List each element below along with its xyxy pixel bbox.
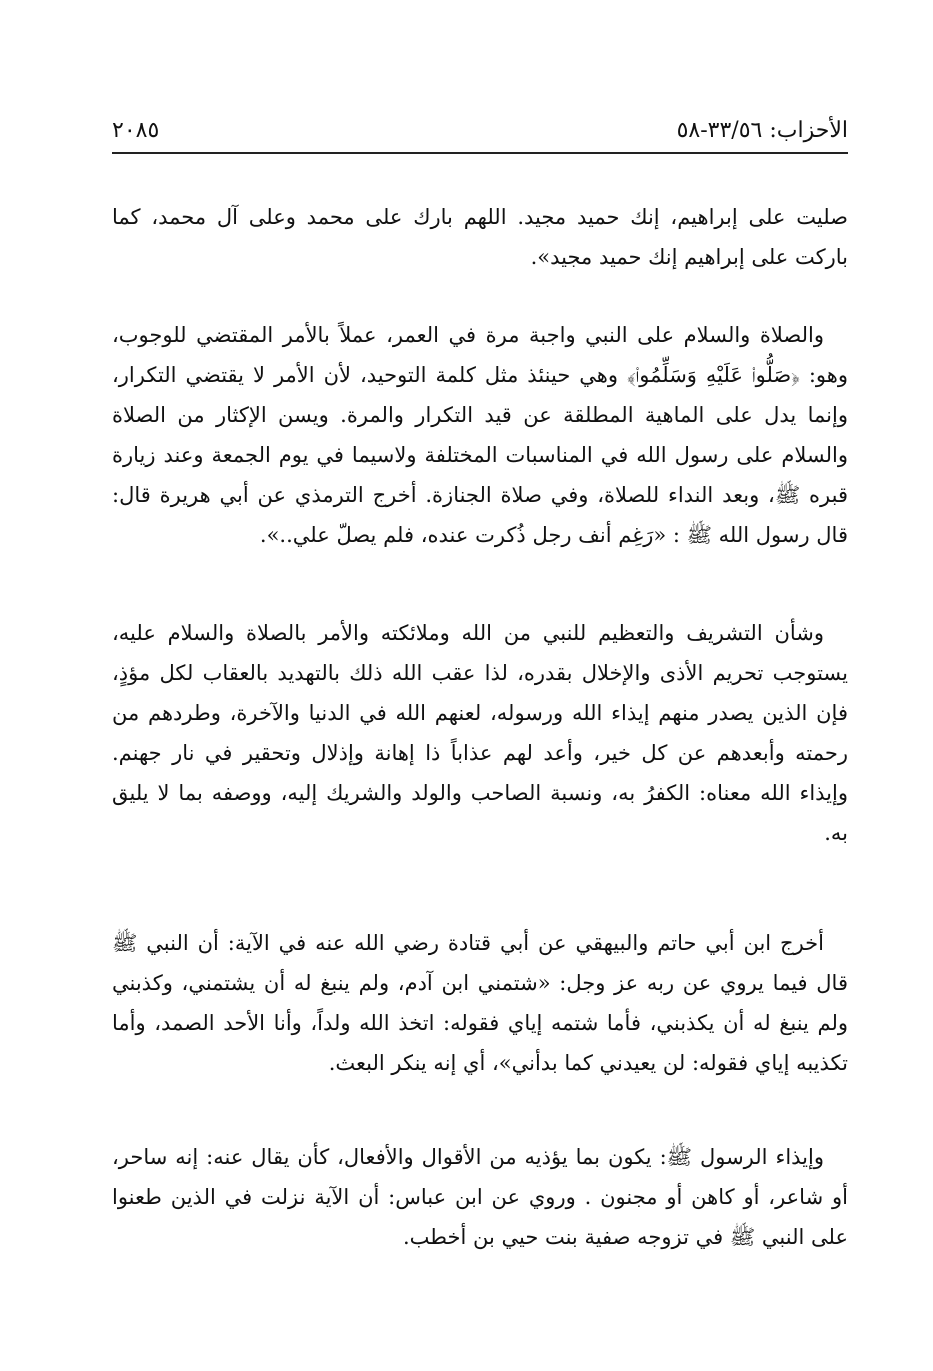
header-rule: [112, 152, 848, 154]
paragraph-honoring-prophet: وشأن التشريف والتعظيم للنبي من الله وملائكته والأمر بالصلاة والسلام عليه، يستوجب تحريم الأذى والإخلال بقدره، لذا عقب الله ذلك بالتهديد بالعقاب لكل مؤذٍ، فإن الذين يصدر منهم إيذاء الله ورسوله، لعنهم الله في الدنيا والآخرة، وطردهم من رحمته وأبعدهم عن كل خير، وأعد لهم عذاباً ذا إهانة وإذلال وتحقير في نار جهنم. وإيذاء الله معناه: الكفرُ به، ونسبة الصاحب والولد والشريك إليه، ووصفه بما لا يليق به.: [112, 621, 848, 845]
paragraph-hadith-qudsi: أخرج ابن أبي حاتم والبيهقي عن أبي قتادة رضي الله عنه في الآية: أن النبي ﷺ قال فيما يروي عن ربه عز وجل: «شتمني ابن آدم، ولم ينبغ له أن يشتمني، وكذبني ولم ينبغ له أن يكذبني، فأما شتمه إياي فقوله: اتخذ الله ولداً، وأنا الأحد الصمد، وأما تكذيبه إياي فقوله: لن يعيدني كما بدأني»، أي إنه ينكر البعث.: [112, 931, 848, 1075]
paragraph-harming-messenger: وإيذاء الرسول ﷺ: يكون بما يؤذيه من الأقوال والأفعال، كأن يقال عنه: إنه ساحر، أو شاعر، أو كاهن أو مجنون . وروي عن ابن عباس: أن الآية نزلت في الذين طعنوا على النبي ﷺ في تزوجه صفية بنت حيي بن أخطب.: [112, 1145, 848, 1249]
page-number: ٢٠٨٥: [112, 118, 160, 143]
paragraph-continuation: صليت على إبراهيم، إنك حميد مجيد. اللهم بارك على محمد وعلى آل محمد، كما باركت على إبراهيم إنك حميد مجيد».: [112, 205, 848, 269]
running-title: الأحزاب: ٣٣/٥٦-٥٨: [676, 118, 848, 143]
page-header: [112, 112, 848, 148]
paragraph-salat-obligation: والصلاة والسلام على النبي واجبة مرة في العمر، عملاً بالأمر المقتضي للوجوب، وهو: ﴿صَلُّوا۟ عَلَيْهِ وَسَلِّمُوا۟﴾ وهي حينئذ مثل كلمة التوحيد، لأن الأمر لا يقتضي التكرار، وإنما يدل على الماهية المطلقة عن قيد التكرار والمرة. ويسن الإكثار من الصلاة والسلام على رسول الله في المناسبات المختلفة ولاسيما في يوم الجمعة وعند زيارة قبره ﷺ، وبعد النداء للصلاة، وفي صلاة الجنازة. أخرج الترمذي عن أبي هريرة قال: قال رسول الله ﷺ : «رَغِم أنف رجل ذُكرت عنده، فلم يصلّ علي..».: [112, 323, 848, 547]
